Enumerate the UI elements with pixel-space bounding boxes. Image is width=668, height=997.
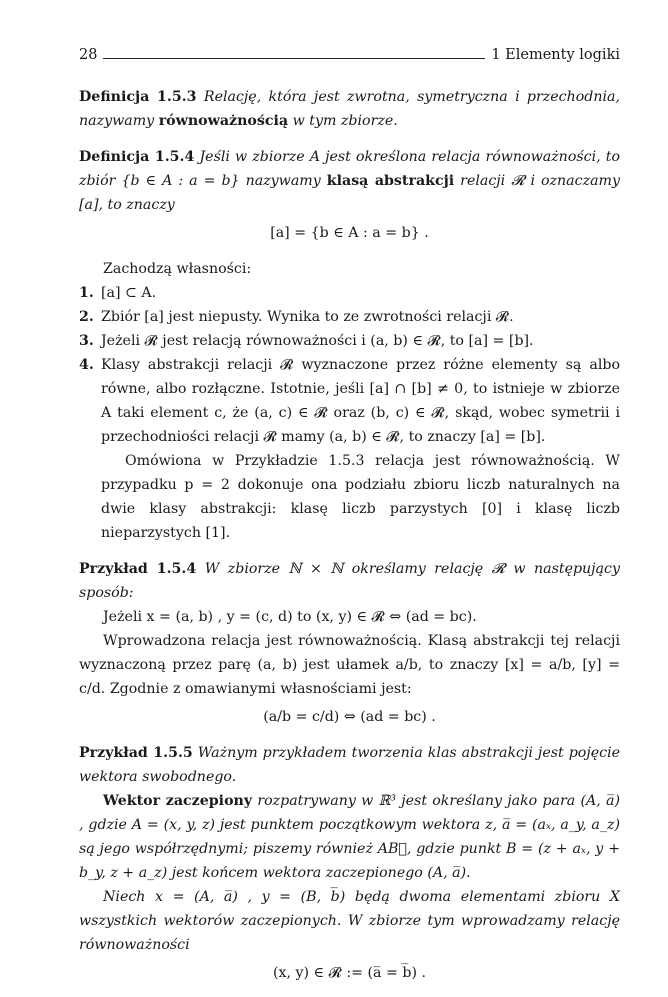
definition-1-5-4	[79, 145, 620, 245]
definition-text-2b: relacji 𝓡 i oznaczamy [a], to znaczy	[79, 173, 620, 213]
example-label: Przykład 1.5.4	[79, 561, 197, 577]
example-label: Przykład 1.5.5	[79, 745, 193, 761]
page	[79, 47, 620, 997]
definition-text: Jeśli w zbiorze A jest określona relacja równoważności, to zbiór	[79, 149, 620, 189]
definition-text-end: w tym zbiorze.	[292, 113, 398, 129]
definition-term: Wektor zaczepiony	[103, 793, 253, 809]
definition-1-5-3	[79, 85, 620, 133]
paragraph: rozpatrywany w ℝ³ jest określany jako para (A, a̅) , gdzie A = (x, y, z) jest punktem początkowym wektora z, a̅ = (aₓ, a_y, a_z) są jego współrzędnymi; piszemy również AB⃗, gdzie punkt B = (z + aₓ, y + b_y, z + a_z) jest końcem wektora zaczepionego (A, a̅).	[79, 793, 620, 881]
definition-label: Definicja 1.5.4	[79, 149, 195, 165]
definition-term: równoważnością	[158, 113, 289, 129]
definition-text-2a: {b ∈ A : a = b} nazywamy	[121, 173, 321, 189]
definition-term: klasą abstrakcji	[326, 173, 455, 189]
display-formula: [a] = {b ∈ A : a = b} .	[270, 225, 429, 241]
example-1-5-5	[79, 741, 620, 985]
page-number: 28	[79, 47, 98, 63]
example-text: W zbiorze ℕ × ℕ określamy relację 𝓡 w następujący sposób:	[79, 561, 621, 601]
display-formula: (x, y) ∈ 𝓡 := (a̅ = b̅) .	[272, 965, 427, 981]
list-item: 3. Jeżeli 𝓡 jest relacją równoważności i (a, b) ∈ 𝓡, to [a] = [b].	[79, 333, 534, 349]
display-formula: (a/b = c/d) ⇔ (ad = bc) .	[263, 709, 436, 725]
paragraph: Niech x = (A, a̅) , y = (B, b̅) będą dwoma elementami zbioru X wszystkich wektorów zaczepionych. W zbiorze tym wprowadzamy relację równoważności	[79, 889, 620, 953]
paragraph: Wprowadzona relacja jest równoważnością. Klasą abstrakcji tej relacji wyznaczoną przez parę (a, b) jest ułamek a/b, to znaczy [x] = a/b, [y] = c/d. Zgodnie z omawianymi własnościami jest:	[79, 633, 620, 697]
list-item: 1. [a] ⊂ A.	[79, 285, 157, 301]
example-text: Ważnym przykładem tworzenia klas abstrakcji jest pojęcie wektora swobodnego.	[79, 745, 621, 785]
relation-rule: Jeżeli x = (a, b) , y = (c, d) to (x, y) ∈ 𝓡 ⇔ (ad = bc).	[103, 609, 477, 625]
properties-intro: Zachodzą własności:	[103, 261, 252, 277]
list-item: 2. Zbiór [a] jest niepusty. Wynika to ze zwrotności relacji 𝓡.	[79, 309, 514, 325]
properties-section	[79, 257, 620, 545]
running-header	[79, 47, 620, 63]
list-item: 4. Klasy abstrakcji relacji 𝓡 wyznaczone przez różne elementy są albo równe, albo rozłączne. Istotnie, jeśli [a] ∩ [b] ≠ 0, to istnieje w zbiorze A taki element c, że (a, c) ∈ 𝓡 oraz (b, c) ∈ 𝓡, skąd, wobec symetrii i przechodniości relacji 𝓡 mamy (a, b) ∈ 𝓡, to znaczy [a] = [b].	[79, 357, 620, 445]
definition-label: Definicja 1.5.3	[79, 89, 197, 105]
chapter-title: 1 Elementy logiki	[491, 47, 620, 63]
properties-list	[79, 281, 620, 449]
header-rule	[103, 58, 485, 59]
paragraph: Omówiona w Przykładzie 1.5.3 relacja jest równoważnością. W przypadku p = 2 dokonuje ona podziału zbioru liczb naturalnych na dwie klasy abstrakcji: klasę liczb parzystych [0] i klasę liczb nieparzystych [1].	[101, 453, 620, 541]
definition-text: Relację, która jest zwrotna, symetryczna i przechodnia, nazywamy	[79, 89, 621, 129]
example-1-5-4	[79, 557, 620, 729]
